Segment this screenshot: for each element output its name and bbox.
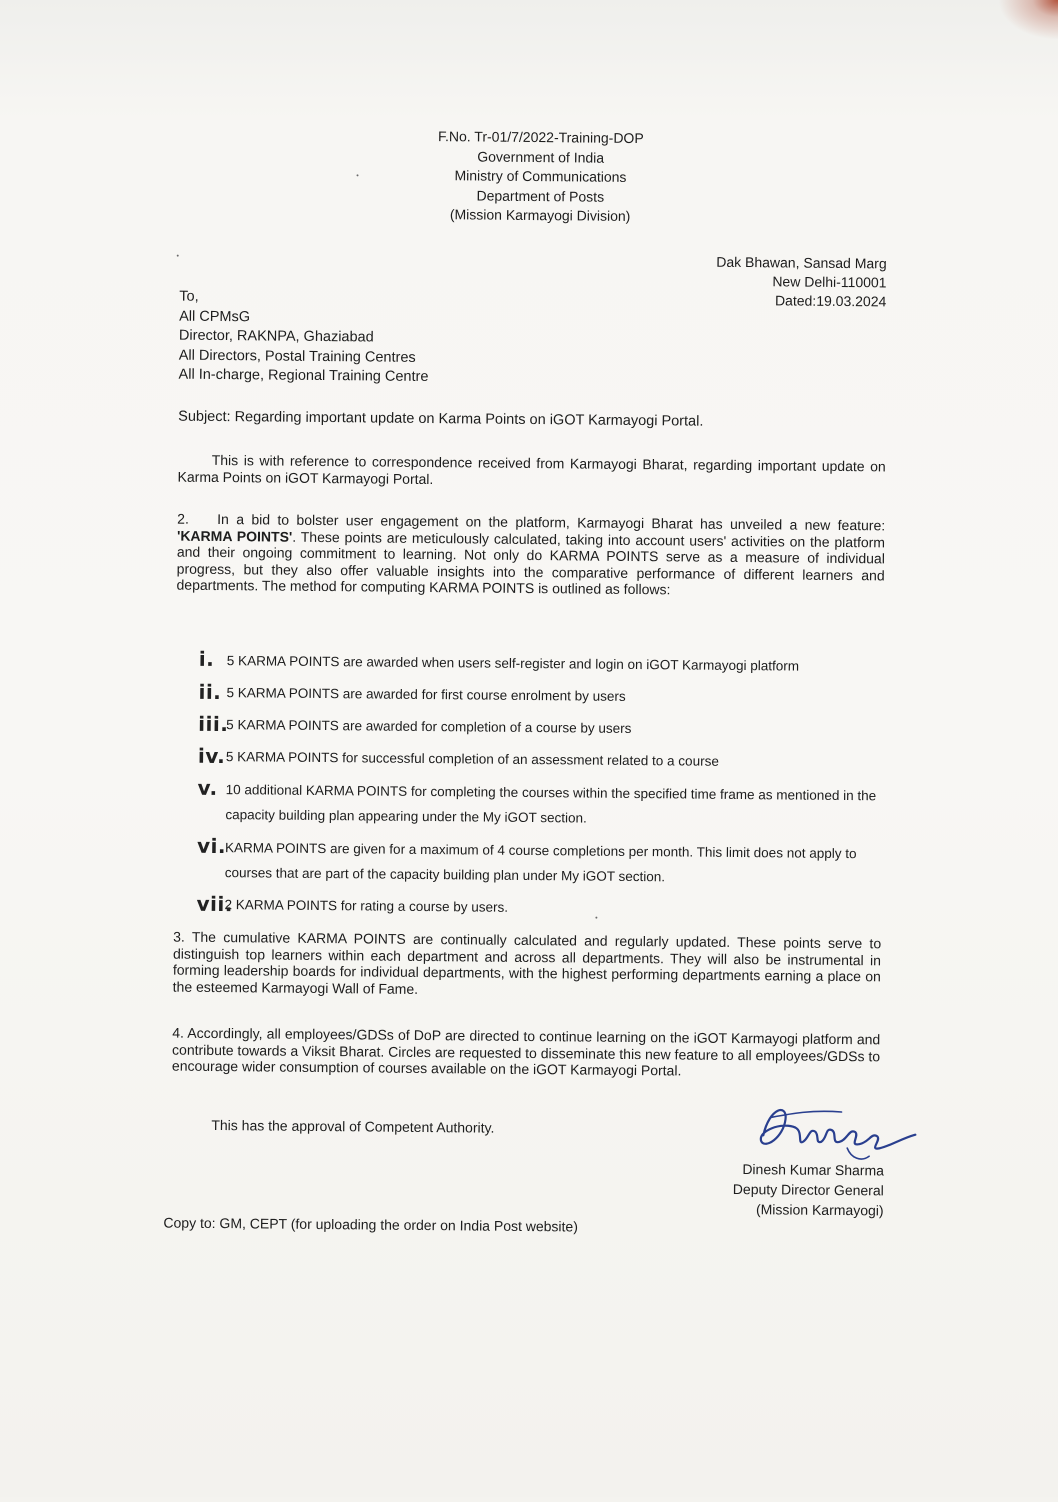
karma-points-list <box>196 648 889 932</box>
government-line: Government of India <box>477 147 605 166</box>
file-number: F.No. Tr-01/7/2022-Training-DOP <box>437 128 644 147</box>
paragraph-1: This is with reference to correspondence received from Karmayogi Bharat, regarding important update on Karma Points on iGOT Karmayogi Portal. <box>177 451 886 487</box>
recipients-block <box>178 288 429 388</box>
paragraph-2-text-b: . These points are meticulously calculated, taking into account users' activities on the platform and their ongoing commitment to learning. Not only do KARMA POINTS serve as a measure of individual progress, but they also offer valuable insights into the comparative performance of different learners and departments. The method for computing KARMA POINTS is outlined as follows: <box>176 528 886 598</box>
recipient: All Directors, Postal Training Centres <box>178 347 416 366</box>
signatory-name: Dinesh Kumar Sharma <box>742 1161 885 1179</box>
list-item-text: KARMA POINTS are given for a maximum of 4 course completions per month. This limit does not apply to courses that are part of the capacity building plan under My iGOT section. <box>224 840 857 885</box>
list-item <box>197 777 887 834</box>
paragraph-2-text-a: In a bid to bolster user engagement on the platform, Karmayogi Bharat has unveiled a new feature: <box>217 510 886 534</box>
ministry-line: Ministry of Communications <box>454 167 627 185</box>
list-numeral: i. <box>198 646 215 671</box>
list-item-text: 10 additional KARMA POINTS for completing the courses within the specified time frame as mentioned in the capacity building plan appearing under the My iGOT section. <box>225 782 877 826</box>
handwritten-signature <box>751 1097 922 1169</box>
list-numeral: iii. <box>198 711 229 737</box>
approval-statement: This has the approval of Competent Authority. <box>211 1116 495 1136</box>
karma-points-term: 'KARMA POINTS' <box>176 527 293 545</box>
list-item <box>199 648 889 680</box>
letter-date: Dated:19.03.2024 <box>774 292 887 310</box>
recipient: All In-charge, Regional Training Centre <box>178 366 429 386</box>
list-item <box>197 835 887 892</box>
address-line-2: New Delhi-110001 <box>772 273 887 291</box>
to-label: To, <box>179 288 199 305</box>
list-item-text: 5 KARMA POINTS for successful completion of an assessment related to a course <box>225 749 719 769</box>
signatory-designation: Deputy Director General <box>732 1180 884 1199</box>
recipient: Director, RAKNPA, Ghaziabad <box>178 327 374 346</box>
list-item <box>198 745 888 776</box>
copy-to-line: Copy to: GM, CEPT (for uploading the order on India Post website) <box>163 1214 579 1235</box>
list-numeral: vii. <box>196 891 233 917</box>
paragraph-2 <box>176 511 885 600</box>
list-item-text: 5 KARMA POINTS are awarded when users self-register and login on iGOT Karmayogi platform <box>226 653 800 674</box>
address-line-1: Dak Bhawan, Sansad Marg <box>716 253 887 272</box>
list-item <box>198 681 888 712</box>
scan-speck <box>177 255 179 257</box>
signatory-division: (Mission Karmayogi) <box>755 1201 884 1219</box>
signatory-block <box>686 1159 885 1221</box>
scan-speck <box>356 174 358 176</box>
list-item <box>198 713 888 744</box>
list-numeral: v. <box>197 775 218 801</box>
recipient: All CPMsG <box>179 308 251 325</box>
division-line: (Mission Karmayogi Division) <box>449 206 631 224</box>
paragraph-4: 4. Accordingly, all employees/GDSs of DoP are directed to continue learning on the iGOT Karmayogi platform and contribute towards a Viksit Bharat. Circles are requested to disseminate this new feature to all employees/GDSs to encourage wider consumption of courses available on the iGOT Karmayogi Portal. <box>171 1024 881 1079</box>
department-line: Department of Posts <box>476 186 605 205</box>
list-item-text: 5 KARMA POINTS are awarded for completion of a course by users <box>226 717 632 736</box>
list-numeral: vi. <box>196 833 227 859</box>
list-item-text: 5 KARMA POINTS are awarded for first course enrolment by users <box>226 685 626 704</box>
paragraph-2-number: 2. <box>177 510 189 527</box>
paragraph-3: 3. The cumulative KARMA POINTS are continually calculated and regularly updated. These points serve to distinguish top learners within each department and across all departments. They will also be instrumental in forming leadership boards for individual departments, with the highest performing departments earning a place on the esteemed Karmayogi Wall of Fame. <box>172 928 882 997</box>
letter-header <box>375 126 706 227</box>
list-numeral: ii. <box>198 679 222 705</box>
scan-speck <box>595 917 597 919</box>
list-item <box>196 893 886 924</box>
address-date-block <box>654 252 887 311</box>
subject-line: Subject: Regarding important update on Karma Points on iGOT Karmayogi Portal. <box>178 408 704 430</box>
list-numeral: iv. <box>197 743 226 769</box>
list-item-text: 2 KARMA POINTS for rating a course by users. <box>224 897 509 915</box>
